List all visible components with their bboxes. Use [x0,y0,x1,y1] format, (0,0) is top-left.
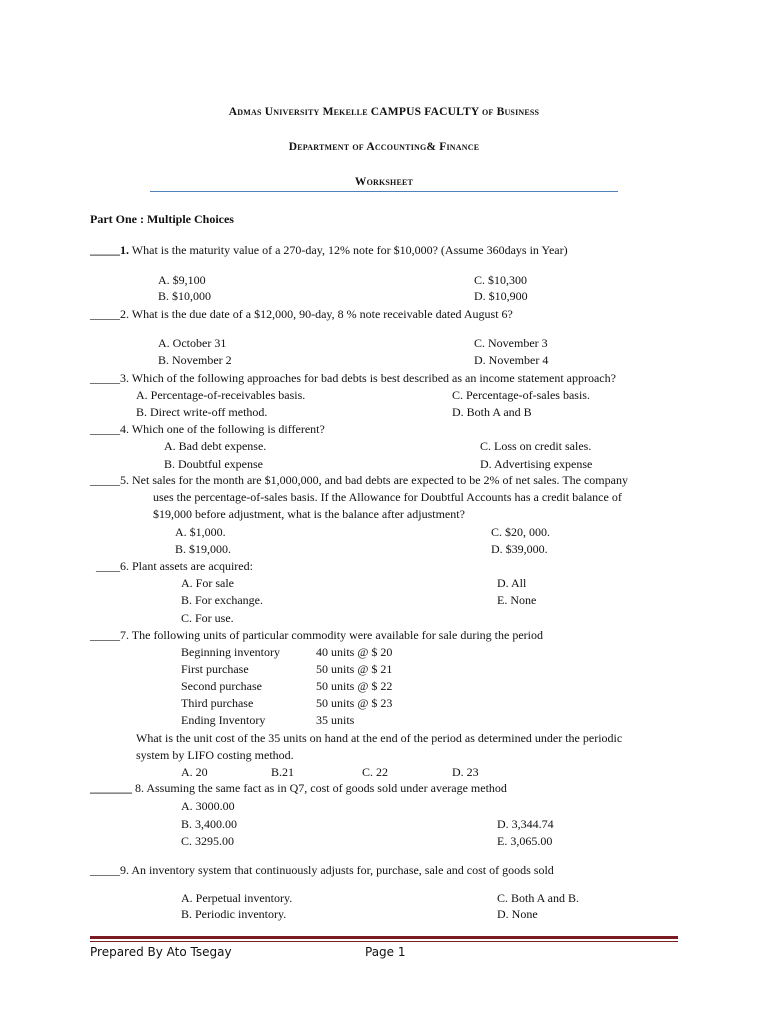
q2-option-c: C. November 3 [474,336,548,350]
q9-option-a: A. Perpetual inventory. [181,891,293,905]
question-5-line-3: $19,000 before adjustment, what is the balance after adjustment? [153,507,465,521]
q4-option-a: A. Bad debt expense. [164,439,267,453]
inventory-label-3: Third purchase [181,696,254,710]
q8-option-a: A. 3000.00 [181,799,235,813]
inventory-label-4: Ending Inventory [181,713,266,727]
q1-option-a: A. $9,100 [158,273,206,287]
footer-prepared-by: Prepared By Ato Tsegay [90,945,232,959]
question-7: _____7. The following units of particular commodity were available for sale during the period [90,628,543,642]
q9-option-d: D. None [497,907,538,921]
q3-option-c: C. Percentage-of-sales basis. [452,388,590,402]
question-3: _____3. Which of the following approaches for bad debts is best described as an income statement approach? [90,371,616,385]
inventory-value-0: 40 units @ $ 20 [316,645,393,659]
q4-option-b: B. Doubtful expense [164,457,263,471]
department-heading: Department of Accounting& Finance [288,141,480,153]
question-1: _____1. What is the maturity value of a 270-day, 12% note for $10,000? (Assume 360days in Year) [90,243,568,257]
q4-option-c: C. Loss on credit sales. [480,439,592,453]
inventory-value-4: 35 units [316,713,355,727]
q5-option-d: D. $39,000. [491,542,548,556]
inventory-value-3: 50 units @ $ 23 [316,696,393,710]
q1-option-d: D. $10,900 [474,289,528,303]
q5-option-a: A. $1,000. [175,525,226,539]
q8-option-b: B. 3,400.00 [181,817,238,831]
question-5-line-1: _____5. Net sales for the month are $1,000,000, and bad debts are expected to be 2% of net sales. The company [90,473,628,487]
q9-option-b: B. Periodic inventory. [181,907,287,921]
inventory-label-2: Second purchase [181,679,262,693]
footer-rule-thin [90,941,678,942]
q4-option-d: D. Advertising expense [480,457,593,471]
university-heading: Admas University Mekelle CAMPUS FACULTY of Business [228,106,540,118]
q2-option-b: B. November 2 [158,353,232,367]
q8-option-e: E. 3,065.00 [497,834,553,848]
worksheet-heading: Worksheet [354,176,414,188]
footer-rule-thick [90,936,678,939]
q6-option-c: C. For use. [181,611,234,625]
q3-option-d: D. Both A and B [452,405,532,419]
inventory-value-1: 50 units @ $ 21 [316,662,393,676]
q2-option-a: A. October 31 [158,336,227,350]
question-6: ____6. Plant assets are acquired: [96,559,253,573]
q6-option-a: A. For sale [181,576,234,590]
q1-option-b: B. $10,000 [158,289,212,303]
q7-option-c: C. 22 [362,765,389,779]
question-7-line-2: system by LIFO costing method. [136,748,294,762]
q5-option-b: B. $19,000. [175,542,232,556]
question-9: _____9. An inventory system that continuously adjusts for, purchase, sale and cost of goods sold [90,863,554,877]
q8-option-d: D. 3,344.74 [497,817,554,831]
question-5-line-2: uses the percentage-of-sales basis. If the Allowance for Doubtful Accounts has a credit balance of [153,490,622,504]
question-7-line-1: What is the unit cost of the 35 units on hand at the end of the period as determined under the periodic [136,731,623,745]
inventory-label-0: Beginning inventory [181,645,280,659]
q7-option-d: D. 23 [452,765,479,779]
footer-page-number: Page 1 [365,945,406,959]
question-8: _______ 8. Assuming the same fact as in Q7, cost of goods sold under average method [90,781,507,795]
q2-option-d: D. November 4 [474,353,549,367]
q3-option-a: A. Percentage-of-receivables basis. [136,388,306,402]
question-4: _____4. Which one of the following is different? [90,422,325,436]
q8-option-c: C. 3295.00 [181,834,235,848]
q6-option-d: D. All [497,576,527,590]
q1-option-c: C. $10,300 [474,273,528,287]
q6-option-b: B. For exchange. [181,593,263,607]
inventory-label-1: First purchase [181,662,249,676]
inventory-value-2: 50 units @ $ 22 [316,679,393,693]
part-title: Part One : Multiple Choices [90,212,234,226]
q9-option-c: C. Both A and B. [497,891,580,905]
q6-option-e: E. None [497,593,537,607]
q7-option-a: A. 20 [181,765,208,779]
q3-option-b: B. Direct write-off method. [136,405,268,419]
q5-option-c: C. $20, 000. [491,525,551,539]
question-2: _____2. What is the due date of a $12,000, 90-day, 8 % note receivable dated August 6? [90,307,513,321]
heading-rule [150,191,618,192]
q7-option-b: B.21 [271,765,295,779]
